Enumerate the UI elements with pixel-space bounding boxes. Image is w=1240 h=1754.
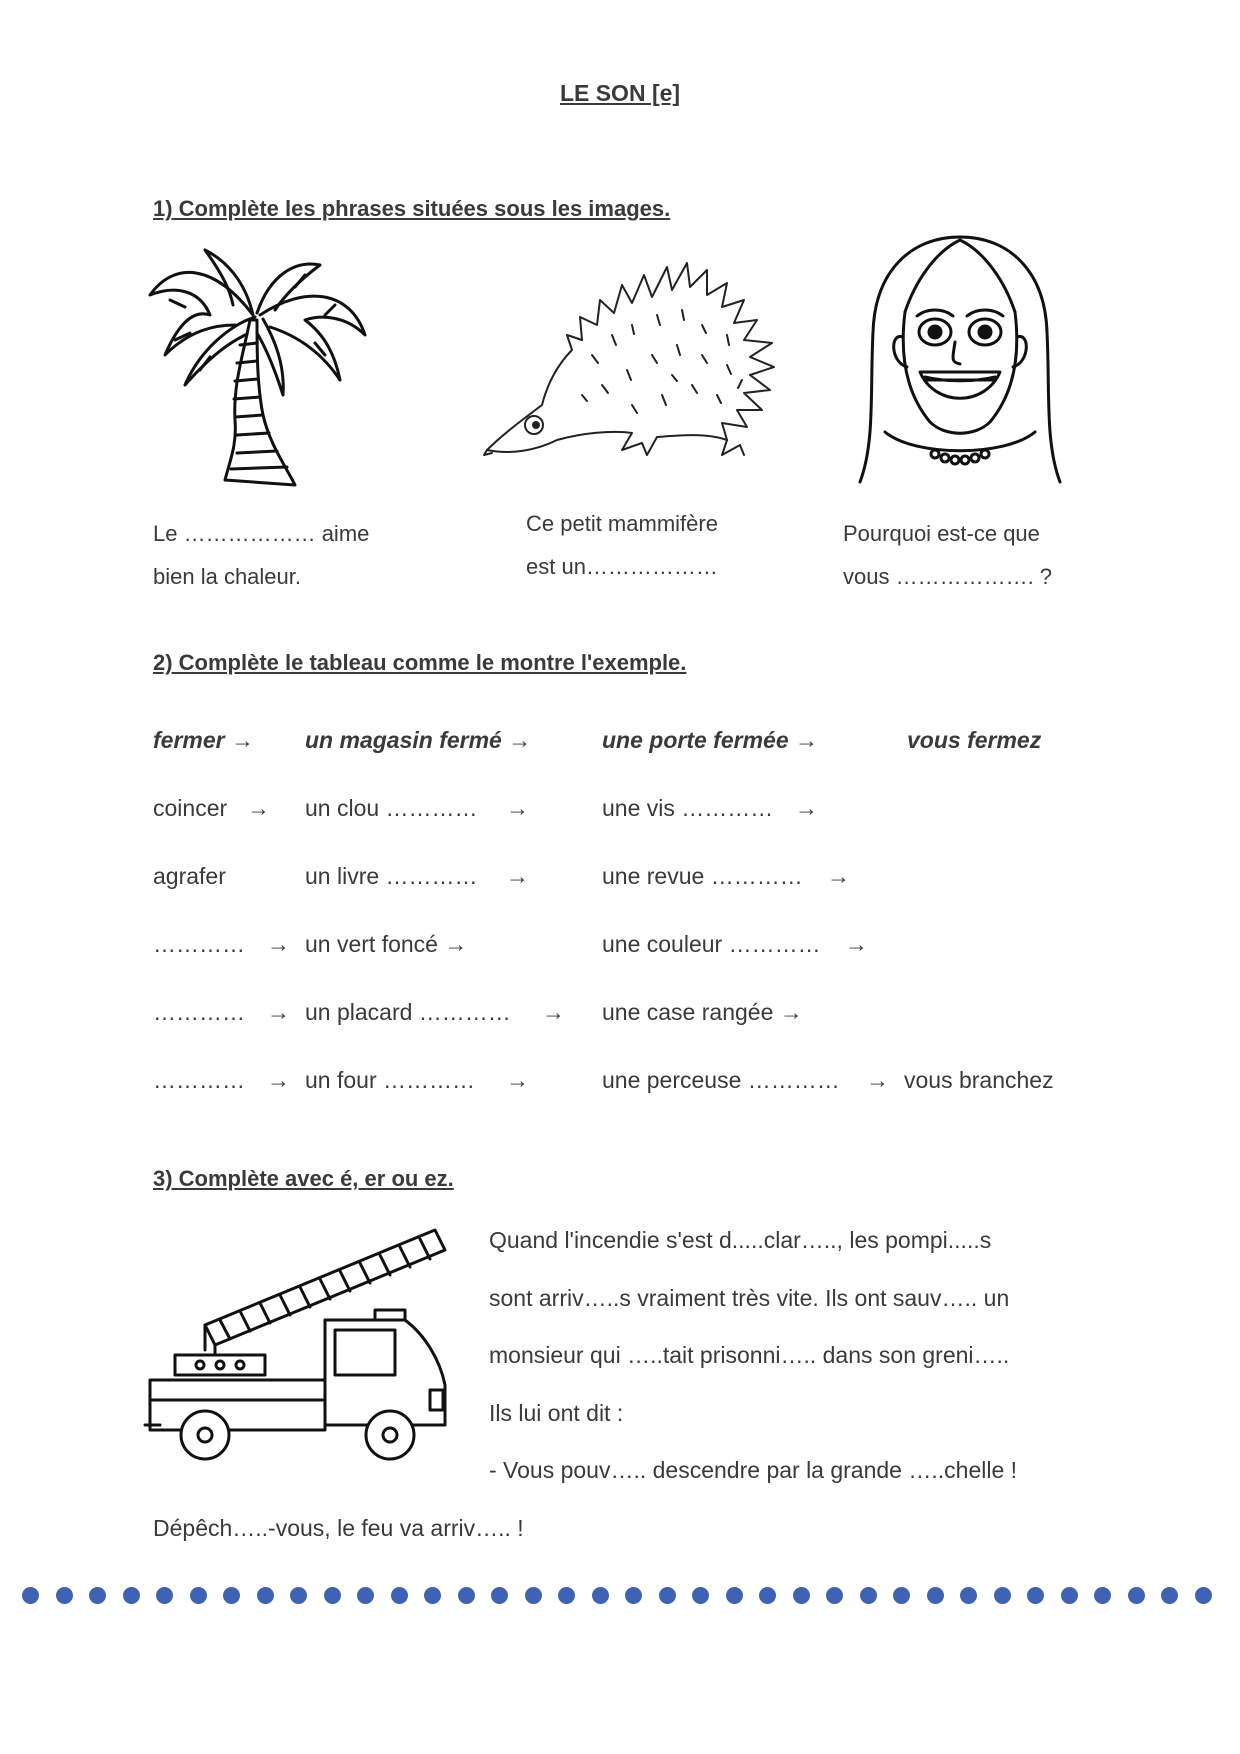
table-header-cell: une porte fermée → xyxy=(602,727,818,753)
arrow-icon: → xyxy=(506,863,529,889)
table-cell: une vis ………… xyxy=(602,795,774,821)
palm-tree-icon xyxy=(145,245,375,495)
border-dot xyxy=(458,1587,475,1604)
caption-line: est un……………… xyxy=(526,554,718,579)
table-cell: une case rangée → xyxy=(602,999,803,1025)
border-dot xyxy=(759,1587,776,1604)
arrow-icon: → xyxy=(267,1067,290,1093)
border-dot xyxy=(893,1587,910,1604)
caption-palm-tree xyxy=(153,512,423,598)
arrow-icon: → xyxy=(845,931,868,957)
arrow-icon: → xyxy=(506,1067,529,1093)
dotted-border xyxy=(22,1587,1212,1609)
caption-girl xyxy=(843,512,1123,598)
border-dot xyxy=(625,1587,642,1604)
border-dot xyxy=(190,1587,207,1604)
border-dot xyxy=(290,1587,307,1604)
fire-truck-icon xyxy=(145,1225,475,1460)
table-cell: agrafer xyxy=(153,863,226,889)
table-cell: ………… xyxy=(153,999,245,1025)
border-dot xyxy=(22,1587,39,1604)
border-dot xyxy=(223,1587,240,1604)
border-dot xyxy=(156,1587,173,1604)
arrow-icon: → xyxy=(542,999,565,1025)
border-dot xyxy=(960,1587,977,1604)
text-line: Ils lui ont dit : xyxy=(489,1399,624,1426)
table-cell: une revue ………… xyxy=(602,863,803,889)
text-line: - Vous pouv….. descendre par la grande …..chelle ! xyxy=(489,1457,1018,1483)
text-line-last: Dépêch…..-vous, le feu va arriv….. ! xyxy=(153,1515,524,1541)
border-dot xyxy=(89,1587,106,1604)
table-cell: un placard ………… xyxy=(305,999,511,1025)
caption-line: Le ……………… aime xyxy=(153,521,370,546)
table-cell: ………… xyxy=(153,1067,245,1093)
section3-heading: 3) Complète avec é, er ou ez. xyxy=(153,1166,454,1191)
table-cell: un clou ………… xyxy=(305,795,478,821)
table-header-cell: un magasin fermé → xyxy=(305,727,532,753)
table-cell: une perceuse ………… xyxy=(602,1067,840,1093)
table-cell: une couleur ………… xyxy=(602,931,821,957)
arrow-icon: → xyxy=(827,863,850,889)
table-header-cell: vous fermez xyxy=(907,727,1042,753)
hedgehog-icon xyxy=(482,255,782,470)
text-line: sont arriv…..s vraiment très vite. Ils ont sauv….. un xyxy=(489,1284,1010,1311)
table-cell: vous branchez xyxy=(904,1067,1054,1093)
border-dot xyxy=(324,1587,341,1604)
arrow-icon: → xyxy=(267,931,290,957)
arrow-icon: → xyxy=(247,795,270,821)
arrow-icon: → xyxy=(267,999,290,1025)
caption-line: Pourquoi est-ce que xyxy=(843,521,1040,546)
border-dot xyxy=(1161,1587,1178,1604)
table-cell: ………… xyxy=(153,931,245,957)
border-dot xyxy=(525,1587,542,1604)
section1-heading: 1) Complète les phrases situées sous les images. xyxy=(153,196,671,221)
exercise-text xyxy=(489,1227,1209,1515)
border-dot xyxy=(257,1587,274,1604)
smiling-girl-icon xyxy=(855,232,1065,487)
border-dot xyxy=(1027,1587,1044,1604)
caption-line: Ce petit mammifère xyxy=(526,511,718,536)
border-dot xyxy=(860,1587,877,1604)
border-dot xyxy=(726,1587,743,1604)
border-dot xyxy=(592,1587,609,1604)
border-dot xyxy=(1195,1587,1212,1604)
arrow-icon: → xyxy=(506,795,529,821)
border-dot xyxy=(826,1587,843,1604)
table-cell: un vert foncé → xyxy=(305,931,468,957)
caption-line: vous ………………. ? xyxy=(843,564,1053,589)
border-dot xyxy=(357,1587,374,1604)
table-cell: un livre ………… xyxy=(305,863,478,889)
text-line: monsieur qui …..tait prisonni….. dans son greni….. xyxy=(489,1342,1010,1368)
border-dot xyxy=(659,1587,676,1604)
border-dot xyxy=(424,1587,441,1604)
border-dot xyxy=(123,1587,140,1604)
border-dot xyxy=(1128,1587,1145,1604)
border-dot xyxy=(56,1587,73,1604)
border-dot xyxy=(491,1587,508,1604)
page-title: LE SON [e] xyxy=(559,80,681,106)
border-dot xyxy=(1094,1587,1111,1604)
arrow-icon: → xyxy=(795,795,818,821)
table-header-cell: fermer → xyxy=(153,727,254,753)
border-dot xyxy=(1061,1587,1078,1604)
table-cell: un four ………… xyxy=(305,1067,475,1093)
border-dot xyxy=(391,1587,408,1604)
border-dot xyxy=(558,1587,575,1604)
border-dot xyxy=(692,1587,709,1604)
arrow-icon: → xyxy=(866,1067,889,1093)
border-dot xyxy=(793,1587,810,1604)
border-dot xyxy=(994,1587,1011,1604)
text-line: Quand l'incendie s'est d.....clar….., les pompi.....s xyxy=(489,1227,992,1253)
section2-heading: 2) Complète le tableau comme le montre l'exemple. xyxy=(153,650,687,675)
border-dot xyxy=(927,1587,944,1604)
table-cell: coincer xyxy=(153,795,228,821)
caption-line: bien la chaleur. xyxy=(153,564,301,589)
caption-hedgehog xyxy=(526,502,796,588)
